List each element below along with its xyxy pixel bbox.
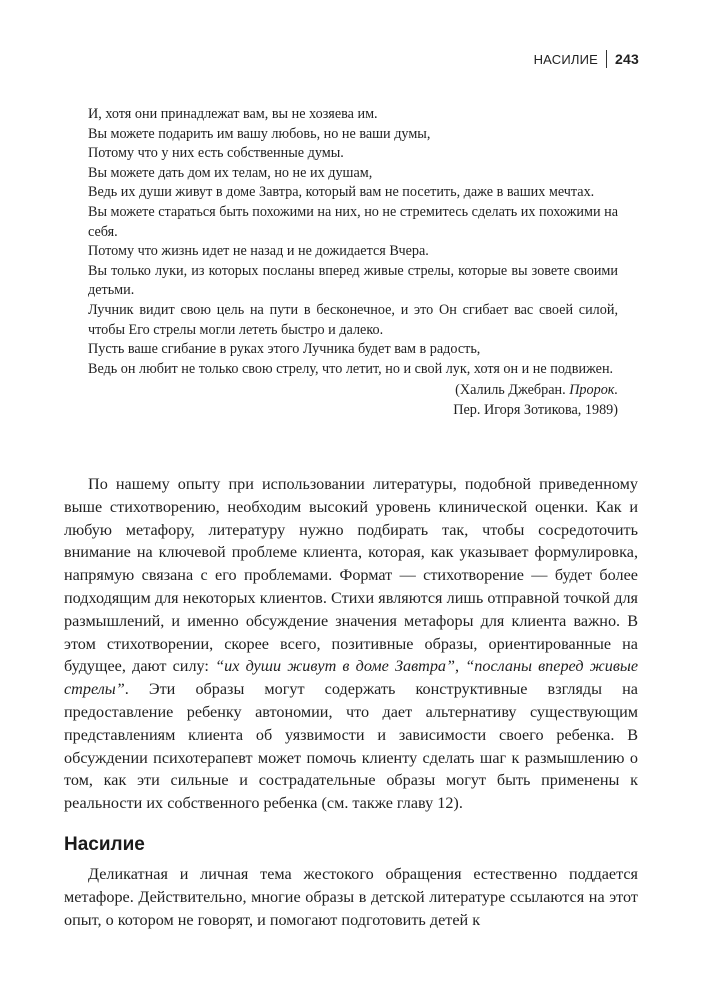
- poem-line: Ведь он любит не только свою стрелу, что летит, но и свой лук, хотя он и не подвижен.: [88, 360, 614, 377]
- header-divider: [606, 50, 607, 68]
- running-header: [534, 50, 639, 68]
- attribution-author: (Халиль Джебран.: [455, 382, 570, 399]
- attribution-line-1: [88, 381, 618, 401]
- attribution-book-title: Пророк.: [569, 382, 618, 399]
- poem-line: Потому что у них есть собственные думы.: [88, 145, 344, 162]
- section-heading: Насилие: [64, 834, 145, 855]
- paragraph-text: По нашему опыту при использовании литературы, подобной приведенному выше стихотворению, необходим высокий уровень клинической оценки. Как и любую метафору, литературу нужно подбирать так, чтобы сосредоточить внимание на ключевой проблеме клиента, которая, как указывает формулировка, напрямую связана с его проблемами. Формат — стихотворение — будет более подходящим для некоторых клиентов. Стихи являются лишь отправной точкой для размышлений, и именно обсуждение значения метафоры для клиента важно. В этом стихотворении, скорее всего, позитивные образы, ориентированные на будущее, дают силу:: [64, 475, 638, 676]
- epigraph-attribution: [88, 381, 618, 420]
- poem-line: И, хотя они принадлежат вам, вы не хозяева им.: [88, 106, 378, 122]
- poem-line: Ведь их души живут в доме Завтра, который вам не посетить, даже в ваших мечтах.: [88, 184, 595, 201]
- poem-line: Вы можете подарить им вашу любовь, но не ваши думы,: [88, 125, 431, 142]
- poem-line: Потому что жизнь идет не назад и не дожидается Вчера.: [88, 243, 429, 260]
- poem-line: Вы можете стараться быть похожими на них, но не стремитесь сделать их похожими на себя.: [88, 203, 618, 240]
- poem-line: Лучник видит свою цель на пути в бесконечное, и это Он сгибает вас своей силой, чтобы Его стрелы могли лететь быстро и далеко.: [88, 301, 618, 338]
- poem-line: Вы можете дать дом их телам, но не их душам,: [88, 164, 373, 181]
- attribution-line-2: Пер. Игоря Зотикова, 1989): [453, 401, 618, 418]
- running-header-section: НАСИЛИЕ: [533, 51, 599, 67]
- page-number: 243: [615, 51, 639, 67]
- main-text: [64, 473, 638, 815]
- body-paragraph: [64, 473, 638, 815]
- poem-line: Пусть ваше сгибание в руках этого Лучника будет вам в радость,: [88, 341, 481, 358]
- section-text: [64, 863, 638, 931]
- quote-italic: “их души живут в доме Завтра”: [215, 657, 456, 676]
- quote-separator: ,: [455, 657, 466, 676]
- poem-line: Вы только луки, из которых посланы вперед живые стрелы, которые вы зовете своими детьми.: [88, 262, 618, 299]
- quote-italic: “посланы вперед живые стрелы”: [64, 657, 639, 699]
- epigraph-poem: [88, 105, 618, 421]
- body-paragraph: Деликатная и личная тема жестокого обращения естественно поддается метафоре. Действительно, многие образы в детской литературе ссылаются на этот опыт, о котором не говорят, и помогают подготовить детей к: [64, 865, 638, 929]
- paragraph-text: . Эти образы могут содержать конструктивные взгляды на предоставление ребенку автономии, что дает альтернативу существующим представлениям клиента об уязвимости и зависимости своего ребенка. В обсуждении психотерапевт может помочь клиенту сделать шаг к размышлению о том, как эти сильные и сострадательные образы могут быть применены к реальности их собственного ребенка (см. также главу 12).: [64, 680, 638, 813]
